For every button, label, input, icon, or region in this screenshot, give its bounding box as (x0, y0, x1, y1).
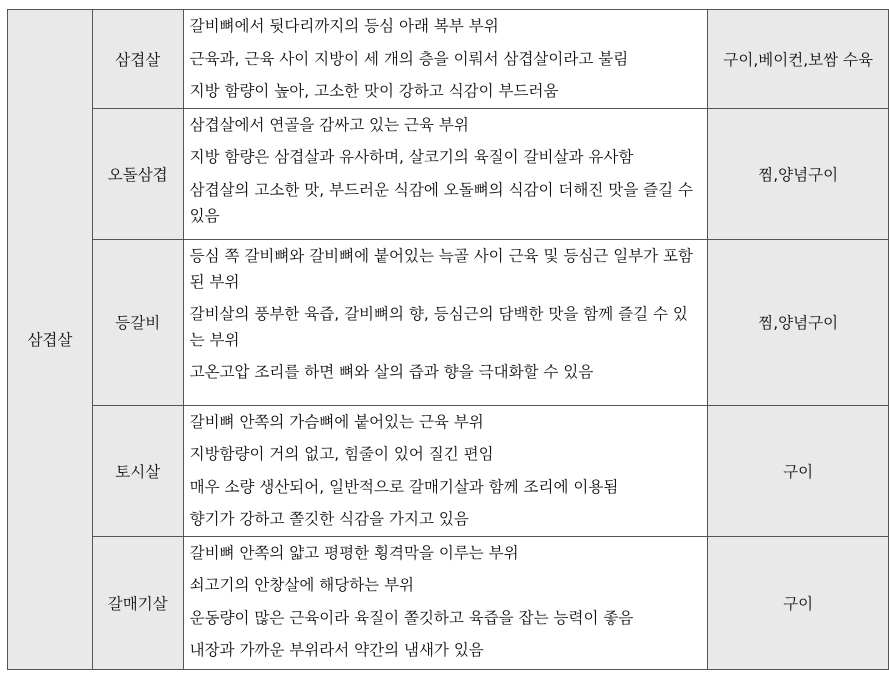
cut-description (183, 108, 708, 239)
description-line: 운동량이 많은 근육이라 육질이 쫄깃하고 육즙을 잡는 능력이 좋음 (189, 608, 634, 627)
description-line: 쇠고기의 안창살에 해당하는 부위 (189, 576, 415, 594)
cooking-usage: 찜,양념구이 (708, 108, 889, 239)
meat-cuts-table (7, 9, 889, 670)
cooking-usage: 구이 (708, 536, 889, 669)
cut-description (183, 10, 708, 109)
description-line: 근육과, 근육 사이 지방이 세 개의 층을 이뤄서 삼겹살이라고 불림 (189, 49, 629, 68)
description-line: 내장과 가까운 부위라서 약간의 냄새가 있음 (189, 641, 484, 659)
description-line: 갈비뼈 안쪽의 얇고 평평한 횡격막을 이루는 부위 (189, 543, 519, 562)
table-row (8, 239, 889, 405)
cut-description (183, 536, 708, 669)
description-line: 갈비뼈에서 뒷다리까지의 등심 아래 복부 부위 (189, 17, 499, 35)
description-line: 갈비뼈 안쪽의 가슴뼈에 붙어있는 근육 부위 (189, 412, 484, 431)
cooking-usage: 찜,양념구이 (708, 239, 889, 405)
cut-name: 오돌삼겹 (92, 108, 183, 239)
group-cell: 삼겹살 (8, 10, 93, 670)
description-line: 삼겹살의 고소한 맛, 부드러운 식감에 오돌뼈의 식감이 더해진 맛을 즐길 수 있음 (189, 180, 693, 225)
table-row (8, 536, 889, 669)
cut-name: 삼겹살 (92, 10, 183, 109)
table-row (8, 10, 889, 109)
cut-name: 갈매기살 (92, 536, 183, 669)
description-line: 갈비살의 풍부한 육즙, 갈비뼈의 향, 등심근의 담백한 맛을 함께 즐길 수 있는 부위 (189, 304, 688, 349)
description-line: 지방 함량이 높아, 고소한 맛이 강하고 식감이 부드러움 (189, 82, 559, 100)
cut-name: 등갈비 (92, 239, 183, 405)
cooking-usage: 구이,베이컨,보쌈 수육 (708, 10, 889, 109)
cooking-usage: 구이 (708, 405, 889, 536)
description-line: 매우 소량 생산되어, 일반적으로 갈매기살과 함께 조리에 이용됨 (189, 477, 619, 496)
table-row (8, 405, 889, 536)
cut-description (183, 239, 708, 405)
cut-description (183, 405, 708, 536)
cut-name: 토시살 (92, 405, 183, 536)
description-line: 고온고압 조리를 하면 뼈와 살의 즙과 향을 극대화할 수 있음 (189, 362, 594, 381)
description-line: 삼겹살에서 연골을 감싸고 있는 근육 부위 (189, 115, 469, 134)
description-line: 지방함량이 거의 없고, 힘줄이 있어 질긴 편임 (189, 445, 494, 463)
table-row (8, 108, 889, 239)
description-line: 등심 쪽 갈비뼈와 갈비뼈에 붙어있는 늑골 사이 근육 및 등심근 일부가 포함된 부위 (189, 246, 693, 291)
description-line: 지방 함량은 삼겹살과 유사하며, 살코기의 육질이 갈비살과 유사함 (189, 148, 634, 166)
description-line: 향기가 강하고 쫄깃한 식감을 가지고 있음 (189, 510, 469, 528)
